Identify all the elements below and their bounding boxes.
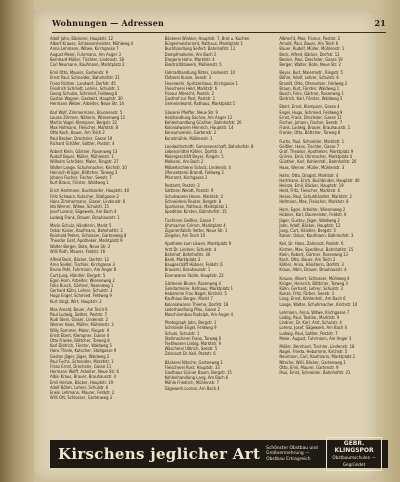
directory-entry: Nitsche, Willi, Bäcker, Gartenweg 1 <box>279 359 346 365</box>
directory-entry: Jahn, Adolf, Bäcker, Hauptstr. 12 <box>279 222 341 228</box>
directory-entry: Johann Fischer, Fischer, Seestr. 7 <box>50 175 112 181</box>
directory-entry: Hans Zimmermann, Glaser, Lindenstr. 6 <box>50 198 126 204</box>
directory-entry: Karl Wolf, Zimmermann, Brunnenstr. 5 <box>50 109 123 115</box>
book-spine-shadow <box>0 0 34 482</box>
directory-entry: Robert Klein, Gärtner, Rosenweg 13 <box>50 149 118 155</box>
directory-entry: Louise Zimmer, Näherin, Wiesenweg 11 <box>50 114 126 120</box>
directory-entry: Ludwig, Paul, Sattler, Poststr. 7 <box>279 330 338 336</box>
directory-entry: Spedition Kirsten, Bahnhofstr. 15 <box>164 209 227 215</box>
directory-entry: Geißler, Hans, Tischler, Gasse 7 <box>279 143 340 149</box>
directory-entry: Hübner, Karl, Baumeister, Feldstr. 6 <box>279 212 347 218</box>
directory-entry: Baugeschäft Hübner, Feldstr. 6 <box>164 262 223 268</box>
directory-entry: Bäckerei Winkler, Hauptstr. 7, Brot u. Kuchen <box>164 36 250 41</box>
directory-entry: Albrecht, Max, Friseur, Poststr. 2 <box>279 36 340 41</box>
header-title: Wohnungen — Adressen <box>52 18 165 28</box>
directory-entry: Frank, Ludwig, Brauer, Brauhausstr. 1 <box>279 125 351 131</box>
directory-entry: Maschinenbau Rudolph, Am Anger 4 <box>164 311 234 317</box>
directory-entry: Gärtnerei Blume, Rosenweg 4 <box>164 280 221 286</box>
directory-entry: Marie Schulz, Händlerin, Markt 5 <box>50 222 112 228</box>
directory-entry: Sparkasse, Rathaus, Marktplatz 1 <box>164 204 228 210</box>
directory-entry: Ludwig Frank, Brauer, Brauhausstr. 1 <box>50 214 120 220</box>
directory-entry: Schuhwaren Hesse, Marktstr. 2 <box>164 193 223 199</box>
ad-company-sub: Obstbaumschulen — Gegründet <box>332 455 376 467</box>
directory-entry: Kunze, Fritz, Färber, Seestr. 3 <box>279 291 335 297</box>
directory-entry: Stellmacherei Franz, Torweg 6 <box>164 335 222 341</box>
directory-entry: Lange, Walter, Schuhmacher, Kirchstr. 10 <box>279 301 358 307</box>
directory-entry: Bank, Marktplatz 3 <box>164 256 201 262</box>
directory-entry: Krause, Albert, Schlosser, Mühlweg 4 <box>279 275 350 281</box>
directory-entry: Beyer, Kurt, Malermstr., Ringstr. 5 <box>279 70 343 76</box>
directory-entry: Glaserei Pfeiffer, Neue Str. 9 <box>164 109 218 115</box>
directory-entry: Friseur Albrecht, Poststr. 2 <box>164 91 214 97</box>
directory-entry: Willi Ott, Schlosser, Gartenweg 3 <box>50 395 113 401</box>
directory-entry: Hesse, Paul, Schuhhändler, Marktstr. 2 <box>279 193 352 199</box>
directory-entry: Otto Koch, Bauer, Am Teich 2 <box>50 130 105 136</box>
directory-entry: Franz Ernst, Drechsler, Gasse 11 <box>50 363 112 369</box>
directory-page <box>34 10 386 480</box>
directory-entry: Lindner, Dr. Karl, Arzt, Schulstr. 4 <box>279 320 342 326</box>
directory-entry: Brandt, Otto, Ofensetzer, Feldweg 2 <box>279 80 348 86</box>
directory-entry: Krüger, Heinrich, Böttcher, Torweg 3 <box>279 280 348 286</box>
page-number: 21 <box>374 18 386 28</box>
directory-entry: Ernst, Franz, Drechsler, Gasse 11 <box>279 114 342 120</box>
directory-entry: Kolonialwaren Thieme, Dorfstr. 18 <box>164 301 229 307</box>
ad-company-name: GEBR. KLINGSPOR <box>334 440 374 454</box>
directory-entry: Curt Jung, Händler, Bergstr. 5 <box>50 272 106 278</box>
directory-entry: Kohlenhandlung Günther, Bahnhofstr. 20 <box>164 120 242 126</box>
listing-column-2 <box>165 36 274 436</box>
directory-entry: Kaufhaus Berger, Markt 7 <box>164 296 213 302</box>
directory-entry: Fuchs, Paul, Schneider, Marktstr. 1 <box>279 138 345 144</box>
directory-entry: Fleischerei Rost, Hauptstr. 33 <box>164 364 220 370</box>
directory-entry: Dampfmolkerei, Am Bach 2 <box>164 51 217 57</box>
directory-entry: Fahrradhandlung Ritter, Lindenstr. 10 <box>164 70 236 76</box>
running-header <box>52 18 386 32</box>
directory-entry: Ernst Paul, Schneider, Bahnhofstr. 21 <box>50 75 120 81</box>
directory-entry: Kurt Braun, Förster, Waldweg 1 <box>50 180 109 186</box>
listing-column-3 <box>279 36 388 436</box>
directory-entry: Hans Thiele, Kutscher, Stallgasse 9 <box>50 348 117 354</box>
directory-entry: Wilhelm Schröder, Maler, Ringstr. 27 <box>50 159 119 165</box>
directory-entry: Josef Lorenz, Sägewerk, Am Bach 4 <box>50 209 117 215</box>
directory-entry: Braun, Kurt, Förster, Waldweg 1 <box>279 85 340 91</box>
directory-entry: Anna Lehmann, Witwe, Kirchgasse 7 <box>50 46 119 52</box>
ad-headline: Kirschens jeglicher Art <box>58 445 261 463</box>
directory-entry: Ofensetzerei Brandt, Feldweg 2 <box>164 169 224 175</box>
directory-entry: Hartmann, Erich, Buchbinder, Hauptstr. 40 <box>279 178 360 184</box>
ad-company-box <box>326 437 382 471</box>
directory-entry: Haas, Werner, Müller, Mühlenstr. 3 <box>279 164 345 170</box>
directory-entry: Kunstmühle, Mühlenstr. 1 <box>164 135 213 141</box>
directory-entry: Albin Kraus, Brauer, Brauhausstr. 4 <box>50 374 117 380</box>
directory-entry: Franz Richter, Landwirt, Dorfstr. 45 <box>50 80 116 86</box>
directory-entry: Paul Ludwig, Sattler, Poststr. 7 <box>50 311 107 317</box>
directory-entry: Alfred Beck, Bäcker, Dorfstr. 12 <box>50 256 109 262</box>
directory-entry: Zigarrenfabrik Vetter, Neue Str. 1 <box>164 227 228 233</box>
directory-entry: Textilwaren Liebig, Marktstr. 9 <box>164 340 221 346</box>
directory-entry: Heinrich Krüger, Böttcher, Torweg 3 <box>50 169 118 175</box>
directory-entry: Ziegelei, Am Teich 10 <box>164 233 205 239</box>
directory-entry: Klein, Robert, Gärtner, Rosenweg 13 <box>279 251 348 257</box>
directory-entry: Erich Hartmann, Buchbinder, Hauptstr. 40 <box>50 188 130 194</box>
directory-entry: Apotheke zum Löwen, Marktplatz 9 <box>164 241 231 247</box>
directory-entry: Arno Seidel, Tischler, Kirchgasse 3 <box>50 262 115 268</box>
directory-entry: Max Hofmann, Fleischer, Marktstr. 8 <box>50 125 119 131</box>
directory-entry: Kraus, Albin, Brauer, Brauhausstr. 4 <box>279 267 347 273</box>
directory-entry: Felix Busch, Gärtner, Rosenweg 1 <box>50 282 114 288</box>
directory-entry: Konsumverein, Gartenstr. 2 <box>164 130 217 136</box>
directory-entry: Färberei Kunze, Seestr. 3 <box>164 75 212 81</box>
directory-entry: Schmiede Engel, Feldweg 9 <box>164 325 217 331</box>
directory-entry: Berger, Walter, Bote, Neue Str. 2 <box>279 62 341 68</box>
directory-entry: Adolf Böhm, Lehrer, Schulstr. 6 <box>50 384 109 390</box>
directory-entry: Willi Roth, Maurer, Feldstr. 16 <box>50 248 106 254</box>
directory-entry: Bahnhof, Bahnhofstr. 30 <box>164 251 211 257</box>
directory-entry: Gerhard Kühn, Lehrer, Schulstr. 3 <box>50 288 113 294</box>
directory-entry: Willy Sommer, Maler, Ringstr. 9 <box>50 327 110 333</box>
directory-entry: Möbeltischlerei Scholz, Lindenstr. 4 <box>164 164 231 170</box>
directory-entry: Koch, Otto, Bauer, Am Teich 2 <box>279 256 336 262</box>
directory-entry: Arzt Dr. Lindner, Schulstr. 4 <box>164 246 217 252</box>
directory-entry: Bauer, Rudolf, Müller, Mühlenstr. 1 <box>279 46 345 52</box>
directory-entry: Pfarramt, Kirchgasse 2 <box>164 175 208 181</box>
directory-entry: Buchhandlung Seifert, Bahnhofstr. 11 <box>164 46 236 52</box>
directory-entry: Fleischerei Held, Marktstr. 6 <box>164 85 218 91</box>
directory-entry: Adolf Jahn, Bäckerei, Hauptstr. 12 <box>50 36 114 41</box>
directory-entry: Müller, Bernhard, Tischler, Lindenstr. 18 <box>279 343 355 349</box>
directory-entry: Jung, Curt, Händler, Bergstr. 5 <box>279 227 336 233</box>
directory-entry: Hofmann, Max, Fleischer, Marktstr. 8 <box>279 198 349 204</box>
directory-entry: Feuerwehr, Spritzenhaus, Kirchgasse 1 <box>164 80 238 86</box>
directory-entry: Schneiderei Reuter, Bergstr. 8 <box>164 198 222 204</box>
directory-entry: Erwin Lehmann, Maurer, Feldstr. 2 <box>50 390 115 395</box>
directory-entry: Gendarmerie, Rathaus, Marktplatz 1 <box>164 285 234 291</box>
directory-entry: Lebensmittel Köhler, Dorfstr. 3 <box>164 149 223 155</box>
directory-entry: Martin Vogel, Klempner, Bergstr. 22 <box>50 120 118 126</box>
listing-columns <box>50 36 388 436</box>
directory-entry: Photograph Jahn, Bergstr. 1 <box>164 320 217 326</box>
directory-entry: Böhm, Adolf, Lehrer, Schulstr. 6 <box>279 75 339 81</box>
directory-entry: Sattlerei Wendt, Poststr. 9 <box>164 188 214 194</box>
directory-entry: Holzhandlung Sachse, Am Anger 12 <box>164 114 233 120</box>
directory-entry: Ida Werner, Witwe, Schulstr. 15 <box>50 204 109 210</box>
directory-entry: Max Arnold, Bauer, Am Teich 6 <box>50 306 108 312</box>
directory-entry: August Meier, Fuhrmann, Am Anger 3 <box>50 51 121 57</box>
directory-entry: Elektrizitätswerk, Mühlenstr. 5 <box>164 62 222 68</box>
directory-entry: Köhler, Anna, Händlerin, Dorfstr. 3 <box>279 262 344 268</box>
ad-tagline: Schönster Obstbau und Großvermehrung — Obstbau Ertragreich <box>266 445 318 462</box>
directory-entry: Walter Lange, Schuhmacher, Kirchstr. 10 <box>50 164 127 170</box>
directory-entry: Busch, Felix, Gärtner, Rosenweg 1 <box>279 91 344 97</box>
directory-entry: Becker, Paul, Drechsler, Gasse 19 <box>279 56 343 62</box>
directory-entry: Karl Dietrich, Förster, Waldweg 5 <box>50 343 112 349</box>
directory-entry: Ernst Ebert, Klempner, Gasse 4 <box>50 332 109 338</box>
directory-entry: Fritz Schwarz, Kutscher, Stallgasse 2 <box>50 193 119 199</box>
directory-entry: Werner Haas, Müller, Mühlenstr. 3 <box>50 322 114 328</box>
directory-entry: Emil Heinze, Bäcker, Hauptstr. 19 <box>50 379 114 385</box>
directory-entry: Kurt Voigt, Wirt, Hauptstr. 2 <box>50 298 102 304</box>
directory-entry: Franke, Otto, Böttcher, Torweg 8 <box>279 130 341 136</box>
directory-entry: Oskar Kaiser, Kaufmann, Bahnhofstr. 3 <box>50 227 123 233</box>
directory-entry: Fischer, Johann, Fischer, Seestr. 7 <box>279 120 343 126</box>
directory-entry: Lorenz, Josef, Sägewerk, Am Bach 4 <box>279 325 347 331</box>
listing-column-1 <box>50 36 159 436</box>
directory-entry: Rudi Stein, Glaser, Lindenstr. 2 <box>50 317 108 323</box>
directory-entry: Hahn, Otto, Drogist, Marktstr. 4 <box>279 172 339 178</box>
directory-entry: Otto Franke, Böttcher, Torweg 8 <box>50 337 110 343</box>
directory-entry: Beck, Alfred, Bäcker, Dorfstr. 12 <box>279 51 340 57</box>
directory-entry: Hugo Engel, Schmied, Feldweg 9 <box>50 293 112 299</box>
directory-entry: Bruno Pohl, Fuhrmann, Am Anger 8 <box>50 267 117 273</box>
advertisement-banner <box>50 440 388 468</box>
directory-entry: Lang, Ernst, Kohlenhdl., Am Bach 6 <box>279 296 346 302</box>
directory-entry: Kohlenhandlung Lang, Am Bach 6 <box>164 375 229 381</box>
directory-entry: Emil Otto, Maurer, Gartenstr. 9 <box>50 70 108 76</box>
directory-entry: Kolonialwaren Heinrich, Hauptstr. 14 <box>164 125 234 131</box>
directory-entry: Carl Neumann, Kaufmann, Marktplatz 2 <box>50 62 125 68</box>
directory-entry: Kühn, Gerhard, Lehrer, Schulstr. 3 <box>279 285 343 291</box>
header-rule <box>52 32 386 33</box>
directory-entry: Jäger, Gustav, Jäger, Waldweg 2 <box>279 217 340 223</box>
directory-entry: Albert Krause, Schlossermeister, Mühlweg 4 <box>50 41 134 47</box>
directory-entry: Heinze, Emil, Bäcker, Hauptstr. 19 <box>279 183 344 189</box>
directory-entry: Gustav Wagner, Gastwirt, Hauptstr. 30 <box>50 96 123 102</box>
directory-entry: Uhrmacher Grimm, Marktplatz 4 <box>164 222 226 228</box>
directory-entry: Reinhold Peters, Schlosser, Gartenweg 8 <box>50 233 127 239</box>
directory-entry: Gustav Jäger, Jäger, Waldweg 2 <box>50 353 110 359</box>
directory-entry: Friedrich Schmidt, Lehrer, Schulstr. 1 <box>50 85 120 91</box>
directory-entry: Dietrich, Karl, Förster, Waldweg 5 <box>279 96 343 102</box>
directory-entry: Bernhard Müller, Tischler, Lindenstr. 18 <box>50 56 124 62</box>
directory-entry: Horn, Egon, Arbeiter, Wiesenweg 2 <box>279 207 346 213</box>
directory-entry: Georg Schulze, Schmied, Feldweg 6 <box>50 91 118 97</box>
directory-entry: Lederhandlung Pfau, Gasse 2 <box>164 306 220 312</box>
directory-entry: Paul, Ernst, Schneider, Bahnhofstr. 21 <box>279 369 351 375</box>
directory-entry: Arnold, Paul, Bauer, Am Teich 6 <box>279 41 339 47</box>
directory-entry: Bäckerei Nitsche, Gartenweg 1 <box>164 359 223 365</box>
directory-entry: Neumann, Carl, Kaufmann, Marktplatz 2 <box>279 354 356 360</box>
directory-entry: Gasthaus Grüner Baum, Bergstr. 15 <box>164 369 232 375</box>
directory-entry: Hermann Wolff, Arbeiter, Neue Str. 6 <box>50 369 119 375</box>
directory-entry: Drogerie Hahn, Marktstr. 4 <box>164 56 215 62</box>
directory-entry: Theodor Graf, Apotheker, Marktplatz 9 <box>50 238 123 244</box>
directory-entry: Brauerei, Brauhausstr. 1 <box>164 267 211 273</box>
directory-entry: Grimm, Emil, Uhrmacher, Marktplatz 4 <box>279 154 353 160</box>
directory-entry: Walter Berger, Bote, Neue Str. 2 <box>50 243 111 249</box>
directory-entry: Hermann Weber, Arbeiter, Neue Str. 14 <box>50 101 124 107</box>
directory-entry: Wäscherei Ulbrich, Seestr. 5 <box>164 346 218 352</box>
directory-entry: Kirsten, Max, Spediteur, Bahnhofstr. 15 <box>279 246 354 252</box>
directory-entry: Keil, Dr. Hans, Zahnarzt, Poststr. 6 <box>279 241 344 247</box>
directory-entry: Günther, Karl, Kohlenhdl., Bahnhofstr. 20 <box>279 159 357 165</box>
directory-entry: Lehmann, Anna, Witwe, Kirchgasse 7 <box>279 309 350 315</box>
directory-entry: Gemeindeamt, Rathaus, Marktplatz 1 <box>164 101 236 107</box>
directory-entry: Eisenwaren Stolle, Hauptstr. 22 <box>164 272 224 278</box>
directory-entry: Gasthof zur Post, Poststr. 1 <box>164 96 216 102</box>
directory-entry: Tischlerei Geißler, Gasse 7 <box>164 217 215 223</box>
directory-entry: Landwirtschaftl. Genossenschaft, Bahnhofstr. 8 <box>164 143 254 149</box>
directory-entry: Ebert, Ernst, Klempner, Gasse 4 <box>279 104 340 110</box>
directory-entry: Otto, Emil, Maurer, Gartenstr. 9 <box>279 364 339 370</box>
directory-entry: Mühle Friedrich, Mühlenstr. 7 <box>164 380 220 386</box>
directory-entry: Zahnarzt Dr. Keil, Poststr. 6 <box>164 351 216 357</box>
directory-entry: Hebamme Frau Nagel, Kirchstr. 5 <box>164 291 227 297</box>
directory-entry: Liebig, Paul, Textilw., Marktstr. 9 <box>279 314 340 320</box>
directory-entry: Schule, Schulstr. 1 <box>164 330 200 336</box>
directory-entry: Egon Horn, Arbeiter, Wiesenweg 2 <box>50 277 115 283</box>
directory-entry: Malergeschäft Beyer, Ringstr. 5 <box>164 154 224 160</box>
directory-entry: Sägewerk Lorenz, Am Bach 4 <box>164 385 220 391</box>
directory-entry: Engel, Hugo, Schmied, Feldweg 9 <box>279 109 343 115</box>
directory-entry: Rudolf Bauer, Müller, Mühlenstr. 1 <box>50 154 114 160</box>
directory-entry: Molkerei, Am Bach 2 <box>164 159 204 165</box>
directory-entry: Richard Schäfer, Sattler, Poststr. 4 <box>50 140 115 146</box>
directory-entry: Kaiser, Oskar, Kaufmann, Bahnhofstr. 3 <box>279 233 354 239</box>
directory-entry: Meier, August, Fuhrmann, Am Anger 3 <box>279 335 352 341</box>
directory-entry: Held, Fritz, Fleischer, Marktstr. 6 <box>279 188 341 194</box>
directory-entry: Paul Becker, Drechsler, Gasse 19 <box>50 135 113 141</box>
directory-entry: Bürgermeisteramt, Rathaus, Marktplatz 1 <box>164 41 243 47</box>
directory-entry: Postamt, Poststr. 3 <box>164 183 200 189</box>
directory-entry: Nagel, Frieda, Hebamme, Kirchstr. 5 <box>279 349 348 355</box>
directory-entry: Paul Fuchs, Schneider, Marktstr. 1 <box>50 358 114 364</box>
directory-entry: Graf, Theodor, Apotheker, Marktplatz 9 <box>279 149 354 155</box>
